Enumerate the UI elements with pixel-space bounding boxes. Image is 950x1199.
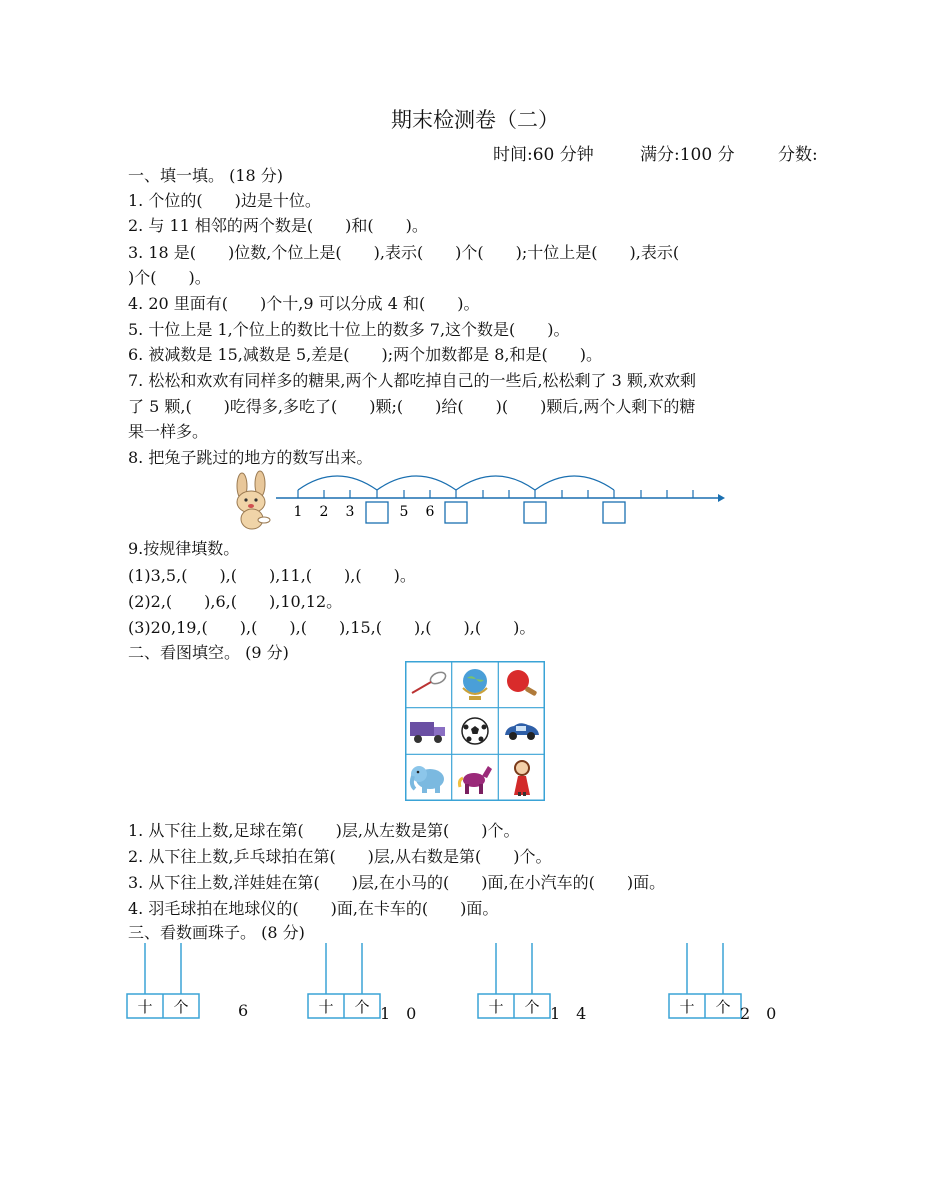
tick-label-5: 5 [399,504,409,520]
question-1-7b: 了 5 颗,( )吃得多,多吃了( )颗;( )给( )( )颗后,两个人剩下的糖 [128,397,696,416]
abacus-4 [668,943,748,1023]
abacus-1-number: 6 [238,1001,249,1020]
ones-label: 个 [354,998,370,1016]
question-1-4: 4. 20 里面有( )个十,9 可以分成 4 和( )。 [128,294,480,313]
globe-icon [452,661,498,707]
question-1-9-3: (3)20,19,( ),( ),( ),15,( ),( ),( )。 [128,618,536,637]
horse-icon [452,755,498,801]
question-1-7a: 7. 松松和欢欢有同样多的糖果,两个人都吃掉自己的一些后,松松剩了 3 颗,欢欢剩 [128,371,696,390]
section3-heading: 三、看数画珠子。 (8 分) [128,923,305,942]
ones-label: 个 [524,998,540,1016]
car-icon [499,708,545,754]
jump-arcs [298,476,614,490]
question-1-7c: 果一样多。 [128,422,209,441]
tick-label-2: 2 [319,504,329,520]
question-1-3a: 3. 18 是( )位数,个位上是( ),表示( )个( );十位上是( ),表示( [128,243,680,262]
ones-label: 个 [715,998,731,1016]
tick-label-1: 1 [293,504,303,520]
tens-label: 十 [488,998,504,1016]
question-2-2: 2. 从下往上数,乒乓球拍在第( )层,从右数是第( )个。 [128,847,552,866]
question-2-3: 3. 从下往上数,洋娃娃在第( )层,在小马的( )面,在小汽车的( )面。 [128,873,666,892]
question-1-2: 2. 与 11 相邻的两个数是( )和( )。 [128,216,428,235]
full-score-info: 满分:100 分 [640,145,735,165]
doll-icon [499,755,545,801]
abacus-4-number: 2 0 [740,1004,777,1023]
tens-label: 十 [137,998,153,1016]
question-1-6: 6. 被减数是 15,减数是 5,差是( );两个加数都是 8,和是( )。 [128,345,602,364]
abacus-3-number: 1 4 [550,1004,587,1023]
abacus-1 [126,943,206,1023]
score-field: 分数: [778,145,818,165]
answer-box[interactable] [445,502,467,523]
section2-heading: 二、看图填空。 (9 分) [128,643,289,662]
time-info: 时间:60 分钟 [493,145,594,165]
question-1-3b: )个( )。 [128,268,211,287]
abacus-3 [477,943,557,1023]
abacus-2-number: 1 0 [380,1004,417,1023]
question-2-1: 1. 从下往上数,足球在第( )层,从左数是第( )个。 [128,821,520,840]
question-1-9-1: (1)3,5,( ),( ),11,( ),( )。 [128,566,416,585]
section1-heading: 一、填一填。 (18 分) [128,166,284,185]
question-1-5: 5. 十位上是 1,个位上的数比十位上的数多 7,这个数是( )。 [128,320,570,339]
tens-label: 十 [679,998,695,1016]
question-1-9-2: (2)2,( ),6,( ),10,12。 [128,592,343,611]
soccer-ball-icon [452,708,498,754]
answer-box[interactable] [524,502,546,523]
question-1-9: 9.按规律填数。 [128,539,240,558]
truck-icon [405,708,451,754]
answer-box[interactable] [366,502,388,523]
picture-grid [405,661,545,801]
ones-label: 个 [173,998,189,1016]
tick-label-3: 3 [345,504,355,520]
question-1-1: 1. 个位的( )边是十位。 [128,191,321,210]
page-title: 期末检测卷（二） [391,108,559,132]
elephant-icon [405,755,451,801]
badminton-racket-icon [405,661,451,707]
tick-label-6: 6 [425,504,435,520]
rabbit-icon [237,471,270,529]
tens-label: 十 [318,998,334,1016]
ping-pong-paddle-icon [499,661,545,707]
answer-box[interactable] [603,502,625,523]
question-1-8: 8. 把兔子跳过的地方的数写出来。 [128,448,373,467]
abacus-2 [307,943,387,1023]
question-2-4: 4. 羽毛球拍在地球仪的( )面,在卡车的( )面。 [128,899,499,918]
number-line-figure [228,468,728,532]
